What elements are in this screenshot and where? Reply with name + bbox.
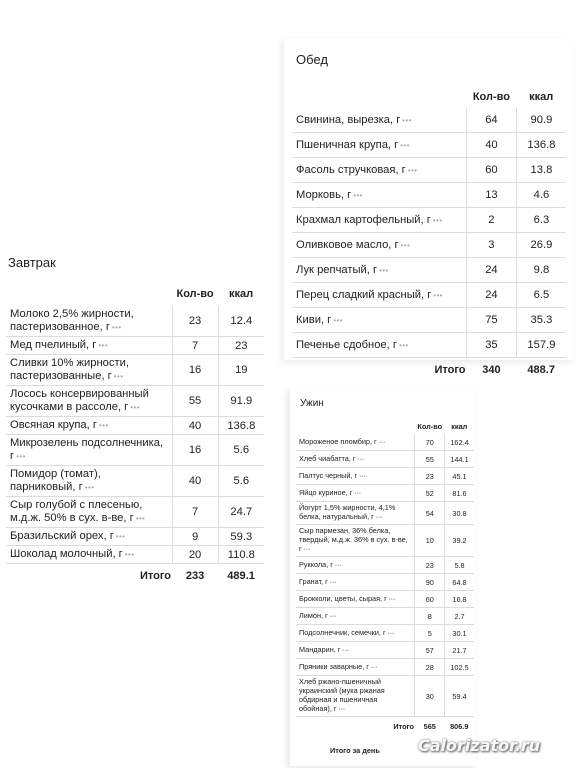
food-name-cell [296,485,415,502]
food-kcal: 4.6 [516,183,566,208]
food-name-cell [6,355,172,386]
ellipsis-icon[interactable]: ••• [338,707,346,713]
total-row [292,358,566,383]
food-qty: 9 [172,528,218,546]
breakfast-rows [6,306,264,588]
food-row [296,485,474,502]
ellipsis-icon[interactable]: ••• [115,532,126,541]
total-qty: 340 [482,364,501,376]
food-qty: 60 [415,591,445,608]
food-name-cell [6,435,172,466]
food-name: Сыр голубой с плесенью, м.д.ж. 50% в сух. в-ве, г [10,499,143,524]
food-name-cell [296,591,415,608]
ellipsis-icon[interactable]: ••• [16,452,26,461]
food-qty: 35 [466,333,516,358]
food-name-cell [296,434,415,451]
food-qty: 24 [466,283,516,308]
food-name-cell [296,659,415,676]
food-name: Фасоль стручковая, г [296,164,406,176]
food-kcal: 2.7 [445,608,474,625]
food-kcal: 19 [218,355,264,386]
ellipsis-icon[interactable]: ••• [135,514,146,523]
food-kcal: 110.8 [218,546,264,564]
food-row [292,183,566,208]
food-kcal: 6.5 [516,283,566,308]
food-name: Сыр пармезан, 36% белка, твердый, м.д.ж. 36% в сух. в-ве, г [299,526,408,553]
food-name-cell [292,258,466,283]
food-name: Хлеб ржано-пшеничный украинский (мука ржаная обдирная и пшеничная обойная), г [299,677,385,713]
ellipsis-icon[interactable]: ••• [375,515,383,521]
total-label: Итого [393,721,414,731]
ellipsis-icon[interactable]: ••• [400,141,410,150]
ellipsis-icon[interactable]: ••• [329,613,337,620]
ellipsis-icon[interactable]: ••• [111,323,122,332]
food-row [6,306,264,337]
food-qty: 70 [415,434,445,451]
food-qty: 28 [415,659,445,676]
food-row [296,642,474,659]
food-name-cell [6,386,172,417]
ellipsis-icon[interactable]: ••• [84,483,95,492]
total-kcal: 489.1 [227,570,255,582]
food-kcal: 23 [218,337,264,355]
ellipsis-icon[interactable]: ••• [357,456,365,463]
food-kcal: 144.1 [445,451,474,468]
food-row [6,417,264,435]
food-qty: 23 [172,306,218,337]
food-kcal: 30.8 [445,502,474,525]
food-row [296,625,474,642]
total-label: Итого [434,364,466,376]
ellipsis-icon[interactable]: ••• [387,630,395,637]
food-row [296,468,474,485]
dinner-table [296,418,474,735]
food-row [292,333,566,358]
food-row [296,676,474,717]
food-kcal: 59.3 [218,528,264,546]
food-name-cell [292,208,466,233]
watermark: Calorizator.ru [418,736,541,755]
ellipsis-icon[interactable]: ••• [113,372,124,381]
food-row [6,386,264,417]
food-name-cell [296,525,415,557]
food-kcal: 24.7 [218,497,264,528]
dinner-qty-header: Кол-во [417,421,443,431]
food-row [296,451,474,468]
food-name: Крахмал картофельный, г [296,214,431,226]
food-row [6,497,264,528]
food-name: Мандарин, г [299,644,341,654]
food-kcal: 21.7 [445,642,474,659]
food-kcal: 136.8 [218,417,264,435]
ellipsis-icon[interactable]: ••• [378,439,386,446]
ellipsis-icon[interactable]: ••• [98,421,109,430]
food-name: Пряники заварные, г [299,661,369,671]
food-name-cell [296,625,415,642]
food-name-cell [296,502,415,525]
food-name-cell [296,451,415,468]
food-kcal: 16.8 [445,591,474,608]
food-row [292,233,566,258]
food-name: Лосось консервированный кусочками в рассоле, г [10,388,149,413]
food-name: Яйцо куриное, г [299,487,353,497]
food-row [6,546,264,564]
ellipsis-icon[interactable]: ••• [433,291,444,300]
food-kcal: 91.9 [218,386,264,417]
ellipsis-icon[interactable]: ••• [402,116,413,125]
total-kcal: 806.9 [450,721,469,731]
food-kcal: 81.6 [445,485,474,502]
lunch-header-row [292,86,566,108]
food-name: Молоко 2,5% жирности, пастеризованное, г [10,308,134,333]
food-name-cell [6,417,172,435]
dinner-title: Ужин [300,398,324,409]
total-kcal: 488.7 [527,364,555,376]
food-name: Мороженое пломбир, г [299,436,377,446]
food-kcal: 90.9 [516,108,566,133]
food-name-cell [292,308,466,333]
total-row [296,717,474,736]
food-name: Пшеничная крупа, г [296,139,399,151]
ellipsis-icon[interactable]: ••• [98,341,109,350]
food-qty: 7 [172,337,218,355]
food-name: Хлеб чиабатта, г [299,453,356,463]
food-row [292,258,566,283]
food-name: Лук репчатый, г [296,264,378,276]
food-qty: 40 [172,417,218,435]
food-row [296,502,474,525]
food-name-cell [292,133,466,158]
ellipsis-icon[interactable]: ••• [303,547,311,553]
food-name-cell [296,557,415,574]
ellipsis-icon[interactable]: ••• [398,341,409,350]
ellipsis-icon[interactable]: ••• [329,579,337,586]
food-name: Йогурт 1,5% жирности, 4,1% белка, натуральный, г [299,503,396,521]
food-kcal: 30.1 [445,625,474,642]
food-kcal: 5.8 [445,557,474,574]
food-name: Свинина, вырезка, г [296,114,401,126]
food-qty: 10 [415,525,445,557]
food-row [6,337,264,355]
breakfast-qty-header: Кол-во [176,288,214,300]
food-qty: 54 [415,502,445,525]
food-kcal: 13.8 [516,158,566,183]
food-name-cell [6,337,172,355]
food-name: Оливковое масло, г [296,239,399,251]
food-row [292,133,566,158]
food-kcal: 64.8 [445,574,474,591]
food-qty: 16 [172,355,218,386]
food-name-cell [296,574,415,591]
food-name-cell [6,546,172,564]
food-qty: 13 [466,183,516,208]
food-qty: 52 [415,485,445,502]
food-name-cell [6,497,172,528]
food-qty: 23 [415,557,445,574]
food-row [296,434,474,451]
total-label: Итого [139,570,171,582]
food-kcal: 12.4 [218,306,264,337]
breakfast-header-row [6,282,264,306]
food-kcal: 35.3 [516,308,566,333]
food-qty: 5 [415,625,445,642]
food-row [292,308,566,333]
food-row [296,574,474,591]
food-row [296,557,474,574]
food-name: Микрозелень подсолнечника, г [10,437,164,462]
food-qty: 30 [415,676,445,717]
food-row [296,525,474,557]
food-qty: 60 [466,158,516,183]
dinner-rows [296,434,474,735]
ellipsis-icon[interactable]: ••• [407,166,418,175]
food-kcal: 157.9 [516,333,566,358]
food-name-cell [296,642,415,659]
food-row [292,283,566,308]
food-name: Морковь, г [296,189,352,201]
food-name-cell [296,608,415,625]
food-qty: 75 [466,308,516,333]
food-name: Гранат, г [299,576,328,586]
food-qty: 3 [466,233,516,258]
food-name-cell [292,183,466,208]
food-name: Шоколад молочный, г [10,548,123,560]
food-name: Палтус черный, г [299,470,358,480]
food-qty: 2 [466,208,516,233]
ellipsis-icon[interactable]: ••• [370,664,378,671]
ellipsis-icon[interactable]: ••• [124,550,135,559]
food-name: Подсолнечник, семечки, г [299,627,386,637]
food-name: Киви, г [296,314,332,326]
breakfast-table [6,282,264,588]
food-name-cell [292,108,466,133]
food-qty: 24 [466,258,516,283]
food-name: Сливки 10% жирности, пастеризованные, г [10,357,129,382]
food-row [296,591,474,608]
ellipsis-icon[interactable]: ••• [130,403,140,412]
food-row [296,608,474,625]
food-name: Перец сладкий красный, г [296,289,432,301]
lunch-table [292,86,566,382]
total-qty: 565 [423,721,436,731]
food-qty: 40 [172,466,218,497]
food-qty: 57 [415,642,445,659]
food-name: Овсяная крупа, г [10,419,97,431]
food-name: Мед пчелиный, г [10,339,97,351]
food-name: Брокколи, цветы, сырая, г [299,593,387,603]
food-name: Руккола, г [299,559,333,569]
food-name-cell [296,676,415,717]
total-qty: 233 [185,570,205,582]
lunch-title: Обед [296,52,328,67]
food-qty: 8 [415,608,445,625]
food-qty: 20 [172,546,218,564]
food-row [296,659,474,676]
food-kcal: 26.9 [516,233,566,258]
dinner-header-row [296,418,474,434]
food-qty: 64 [466,108,516,133]
ellipsis-icon[interactable]: ••• [432,216,443,225]
food-name-cell [292,333,466,358]
ellipsis-icon[interactable]: ••• [342,647,350,654]
food-name-cell [292,233,466,258]
food-name-cell [292,283,466,308]
food-row [292,208,566,233]
dinner-kcal-header: ккал [451,421,468,431]
food-kcal: 136.8 [516,133,566,158]
food-qty: 55 [172,386,218,417]
lunch-rows [292,108,566,382]
lunch-kcal-header: ккал [529,91,554,103]
food-kcal: 5.6 [218,435,264,466]
food-qty: 55 [415,451,445,468]
total-row [6,564,264,589]
food-kcal: 162.4 [445,434,474,451]
food-kcal: 102.5 [445,659,474,676]
food-qty: 90 [415,574,445,591]
food-qty: 16 [172,435,218,466]
food-row [6,466,264,497]
food-qty: 7 [172,497,218,528]
breakfast-kcal-header: ккал [229,288,254,300]
ellipsis-icon[interactable]: ••• [379,266,389,275]
food-kcal: 6.3 [516,208,566,233]
food-row [292,108,566,133]
food-name-cell [296,468,415,485]
ellipsis-icon[interactable]: ••• [354,490,362,497]
food-name-cell [6,466,172,497]
food-kcal: 59.4 [445,676,474,717]
food-kcal: 9.8 [516,258,566,283]
food-kcal: 45.1 [445,468,474,485]
food-kcal: 39.2 [445,525,474,557]
food-name-cell [6,528,172,546]
food-qty: 40 [466,133,516,158]
breakfast-title: Завтрак [8,255,56,270]
food-row [6,528,264,546]
ellipsis-icon[interactable]: ••• [359,473,367,480]
food-name: Печенье сдобное, г [296,339,397,351]
food-row [292,158,566,183]
ellipsis-icon[interactable]: ••• [333,316,343,325]
ellipsis-icon[interactable]: ••• [334,562,342,569]
food-name: Бразильский орех, г [10,530,114,542]
ellipsis-icon[interactable]: ••• [353,191,363,200]
ellipsis-icon[interactable]: ••• [400,241,411,250]
food-kcal: 5.6 [218,466,264,497]
food-name: Помидор (томат), парниковый, г [10,468,101,493]
ellipsis-icon[interactable]: ••• [388,596,396,603]
day-total-label: Итого за день [330,746,380,755]
food-row [6,355,264,386]
food-name-cell [292,158,466,183]
food-name: Лимон, г [299,610,328,620]
food-qty: 23 [415,468,445,485]
food-name-cell [6,306,172,337]
lunch-qty-header: Кол-во [472,91,510,103]
food-row [6,435,264,466]
